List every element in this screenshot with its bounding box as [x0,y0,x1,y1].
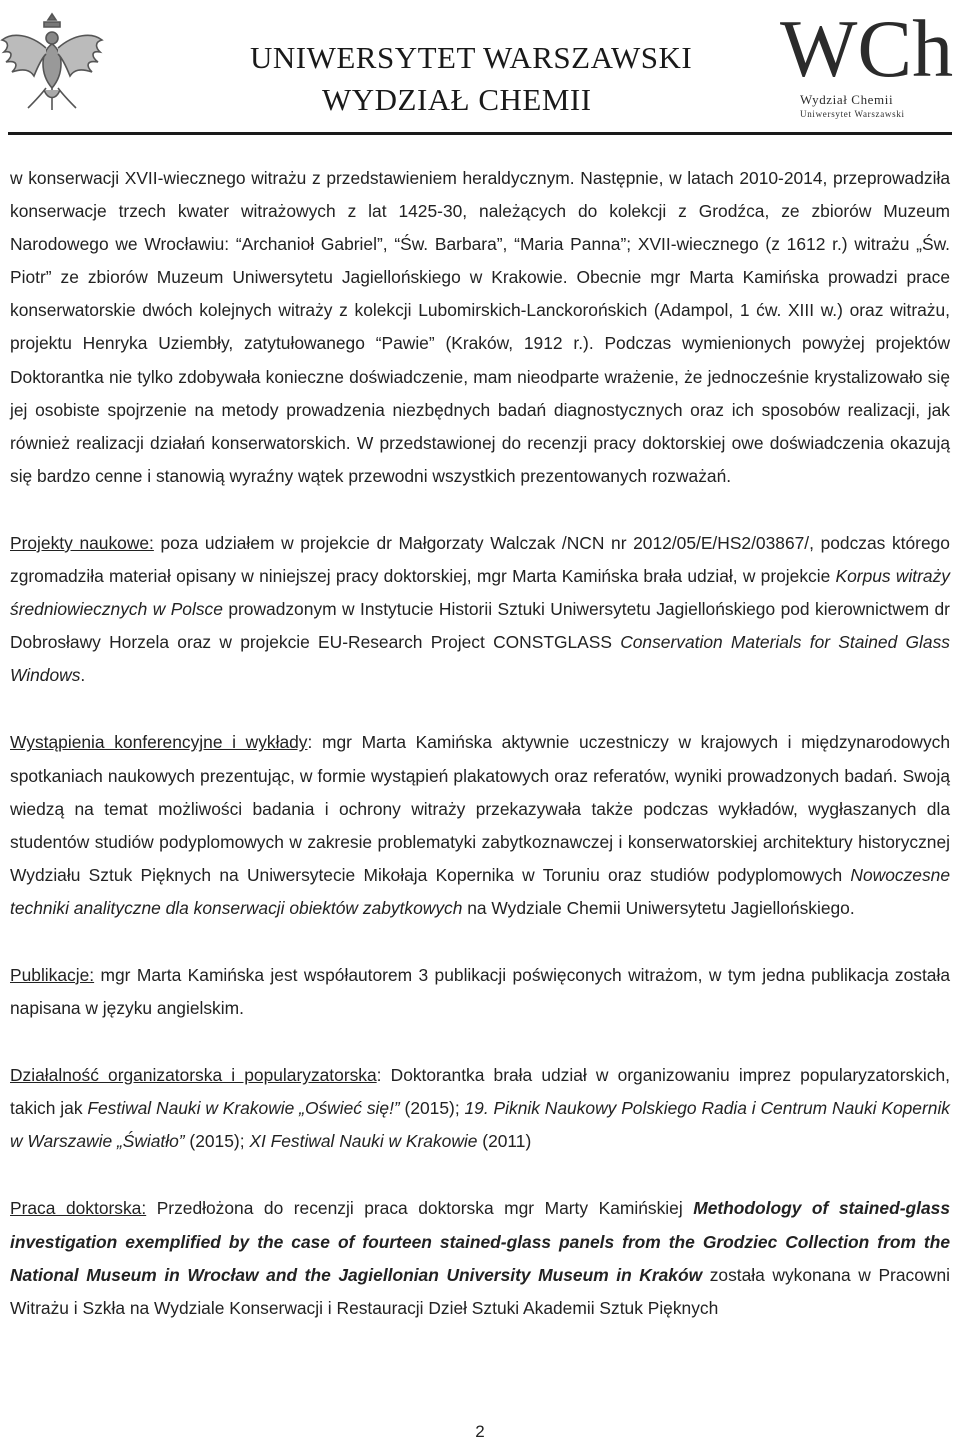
paragraph-conservation-experience: w konserwacji XVII-wiecznego witrażu z przedstawieniem heraldycznym. Następnie, w latach 2010-2014, przeprowadziła konserwacje trzech kwater witrażowych z lat 1425-30, należących do kolekcji z Grodźca, ze zbiorów Muzeum Narodowego we Wrocławiu: “Archanioł Gabriel”, “Św. Barbara”, “Maria Panna”; XVII-wiecznego (z 1612 r.) witrażu „Św. Piotr” ze zbiorów Muzeum Uniwersytetu Jagiellońskiego w Krakowie. Obecnie mgr Marta Kamińska prowadzi prace konserwatorskie dwóch kolejnych witraży z kolekcji Lubomirskich-Lanckorońskich (Adampol, 1 ćw. XIII w.) oraz witrażu, projektu Henryka Uziembły, zatytułowanego “Pawie” (Kraków, 1912 r.). Podczas wymienionych powyżej projektów Doktorantka nie tylko zdobywała konieczne doświadczenie, mam nieodparte wrażenie, że jednocześnie krystalizowało się jej osobiste spojrzenie na metody prowadzenia niezbędnych badań diagnostycznych oraz ich sposobów realizacji, jak również realizacji działań konserwatorskich. W przedstawionej do recenzji pracy doktorskiej owe doświadczenia okazują się bardzo cenne i stanowią wyraźny wątek przewodni wszystkich prezentowanych rozważań. [10,168,950,486]
text-segment: poza udziałem w projekcie dr Małgorzaty Walczak /NCN nr 2012/05/E/HS2/03867/, podczas którego zgromadziła materiał opisany w niniejszej pracy doktorskiej, mgr Marta Kamińska brała udział, w projekcie [10,532,950,587]
italic-event-title: 19. Piknik Naukowy Polskiego Radia i Centrum Nauki Kopernik w Warszawie „Światło” [10,1098,950,1152]
section-heading-thesis: Praca doktorska: [10,1198,147,1219]
thesis-title: Methodology of stained-glass investigation exemplified by the case of fourteen stained-glass panels from the Grodziec Collection from the National Museum in Wrocław and the Jagiellonian University Museum in Kraków [10,1198,950,1285]
italic-event-title: XI Festiwal Nauki w Krakowie [249,1131,478,1152]
text-segment: : Doktorantka brała udział w organizowaniu imprez popularyzatorskich, takich jak [10,1065,950,1119]
eagle-emblem-icon [0,4,104,114]
logo-subtitle-faculty: Wydział Chemii [800,92,894,107]
letterhead [0,0,960,158]
text-segment: została wykonana w Pracowni Witrażu i Szkła na Wydziale Konserwacji i Restauracji Dzieł Sztuki Akademii Sztuk Pięknych [10,1264,950,1318]
page-number: 2 [475,1422,485,1441]
text-segment: : mgr Marta Kamińska aktywnie uczestniczy w krajowych i międzynarodowych spotkaniach naukowych prezentując, w formie wystąpień plakatowych oraz referatów, wyniki prowadzonych badań. Swoją wiedzą na temat możliwości badania i ochrony witraży przekazywała także podczas wykładów, wygłaszanych dla studentów studiów podyplomowych w zakresie problematyki zabytkoznawczej i konserwatorskiej architektury historycznej Wydziału Sztuk Pięknych na Uniwersytecie Mikołaja Kopernika w Toruniu oraz studiów podyplomowych [10,732,951,885]
department-name: WYDZIAŁ CHEMII [322,82,592,117]
paragraph-outreach [10,1059,950,1158]
document-body [10,162,950,1325]
university-name: UNIWERSYTET WARSZAWSKI [250,40,693,75]
text-segment: na Wydziale Chemii Uniwersytetu Jagiellońskiego. [462,897,855,918]
text-segment: (2011) [477,1131,532,1152]
paragraph-research-projects [10,527,950,692]
section-heading-outreach: Działalność organizatorska i popularyzatorska [10,1065,377,1086]
paragraph-thesis [10,1192,950,1324]
header-divider [8,132,952,135]
faculty-logo [780,3,958,120]
logo-subtitle-university: Uniwersytet Warszawski [800,109,905,119]
text-segment: Przedłożona do recenzji praca doktorska mgr Marty Kamińskiej [146,1198,694,1219]
italic-event-title: Festiwal Nauki w Krakowie „Oświeć się!” [87,1098,400,1119]
text-segment: mgr Marta Kamińska jest współautorem 3 publikacji poświęconych witrażom, w tym jedna publikacja została napisana w języku angielskim. [10,964,950,1019]
paragraph-conferences [10,726,950,925]
logo-mark: WCh [780,3,954,94]
text-segment: (2015); [184,1131,250,1152]
section-heading-publications: Publikacje: [10,964,95,985]
italic-study-title: Nowoczesne techniki analityczne dla konserwacji obiektów zabytkowych [10,864,950,918]
text-segment: (2015); [399,1098,465,1119]
italic-project-title: Conservation Materials for Stained Glass Windows [10,632,950,686]
text-segment: . [80,665,86,686]
paragraph-publications [10,959,950,1025]
italic-project-title: Korpus witraży średniowiecznych w Polsce [10,566,950,620]
text-segment: prowadzonym w Instytucie Historii Sztuki Uniwersytetu Jagiellońskiego pod kierownictwem dr Dobrosławy Horzela oraz w projekcie EU-Research Project CONSTGLASS [10,599,950,653]
section-heading-conferences: Wystąpienia konferencyjne i wykłady [10,732,308,753]
section-heading-projects: Projekty naukowe: [10,532,154,553]
